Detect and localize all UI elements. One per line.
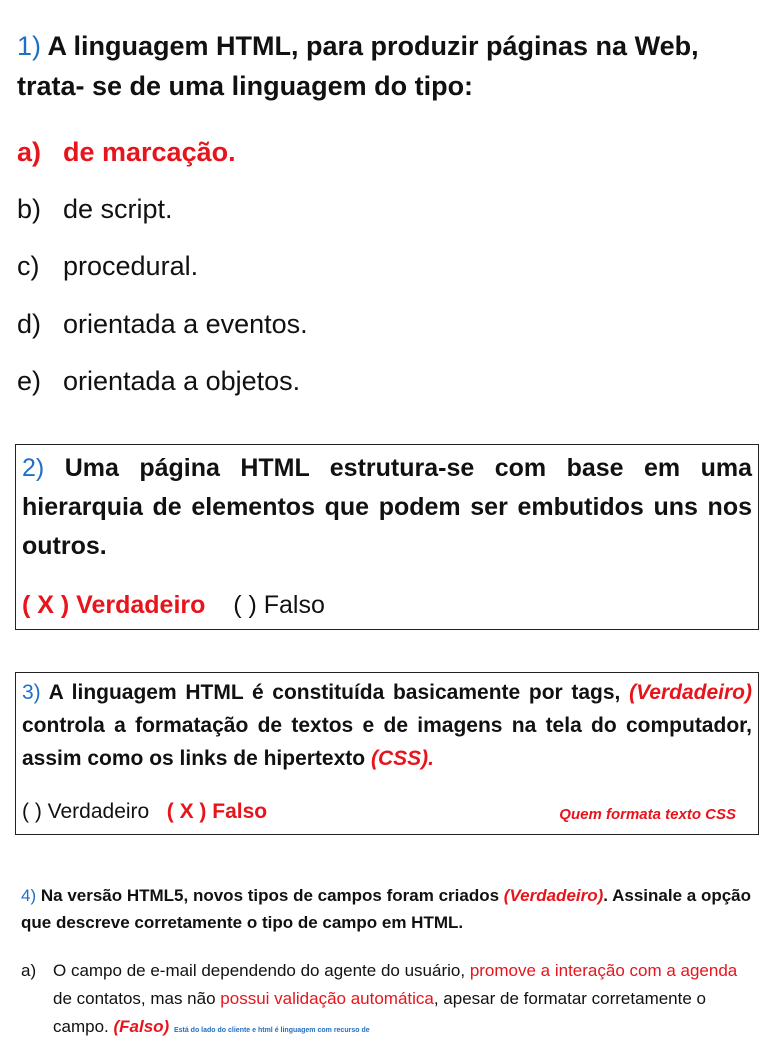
question-1-title	[17, 26, 747, 106]
question-text-part1: Na versão HTML5, novos tipos de campos foram criados	[40, 886, 500, 905]
option-d[interactable]	[17, 306, 308, 342]
question-text-part2: controla a formatação de textos e de imagens na tela do computador, assim como os links de hipertexto	[22, 714, 752, 770]
option-text: de marcação.	[63, 137, 236, 167]
question-text-part2: . Assinale a opção que descreve corretamente o tipo de campo em HTML.	[21, 886, 752, 932]
option-text: orientada a eventos.	[63, 309, 308, 339]
correction-label: (CSS).	[370, 747, 434, 770]
tiny-note: Está do lado do cliente e html é linguagem com recurso de	[173, 1027, 370, 1034]
question-number: 2)	[22, 454, 45, 482]
question-2-text	[22, 449, 752, 566]
question-text: A linguagem HTML, para produzir páginas na Web, trata- se de uma linguagem do tipo:	[17, 31, 699, 101]
question-number: 1)	[17, 31, 42, 61]
question-3-text	[22, 676, 752, 775]
correction-note: Quem formata texto CSS	[559, 806, 736, 823]
option-letter: d)	[17, 309, 42, 339]
answer-false[interactable]: ( ) Falso	[233, 591, 325, 619]
option-text-part: de contatos, mas não	[53, 989, 216, 1008]
question-2-box	[15, 444, 759, 630]
option-letter: a)	[17, 137, 42, 167]
option-letter: e)	[17, 366, 42, 396]
option-c[interactable]	[17, 248, 198, 284]
option-e[interactable]	[17, 363, 300, 399]
question-2-answers	[22, 588, 325, 622]
option-letter: c)	[17, 251, 40, 281]
answer-true[interactable]: ( X ) Verdadeiro	[22, 591, 206, 619]
option-text: orientada a objetos.	[63, 366, 301, 396]
option-text: de script.	[63, 194, 173, 224]
correction-label: (Verdadeiro)	[503, 886, 604, 905]
option-b[interactable]	[17, 191, 173, 227]
option-letter: b)	[17, 194, 42, 224]
highlighted-text: promove a interação com a agenda	[469, 961, 738, 980]
answer-false[interactable]: ( X ) Falso	[166, 800, 268, 823]
question-4-text	[21, 882, 751, 936]
option-text: procedural.	[63, 251, 199, 281]
answer-true[interactable]: ( ) Verdadeiro	[22, 800, 150, 823]
correction-label: (Verdadeiro)	[629, 681, 752, 704]
option-letter: a)	[21, 961, 37, 980]
question-3-answers	[22, 797, 267, 827]
highlighted-text: possui validação automática	[220, 989, 434, 1008]
question-3-box	[15, 672, 759, 835]
question-number: 4)	[21, 886, 37, 905]
option-text-part: O campo de e-mail dependendo do agente do usuário,	[53, 961, 466, 980]
option-text	[53, 957, 751, 1045]
question-number: 3)	[22, 681, 41, 704]
option-text-part: , apesar de formatar corretamente o campo.	[53, 989, 706, 1036]
verdict-label: (Falso)	[113, 1017, 170, 1036]
option-a[interactable]	[17, 134, 236, 170]
question-4-option-a[interactable]	[21, 957, 751, 1045]
question-text-part1: A linguagem HTML é constituída basicamente por tags,	[48, 681, 621, 704]
question-text: Uma página HTML estrutura-se com base em uma hierarquia de elementos que podem ser embutidos uns nos outros.	[22, 454, 752, 560]
